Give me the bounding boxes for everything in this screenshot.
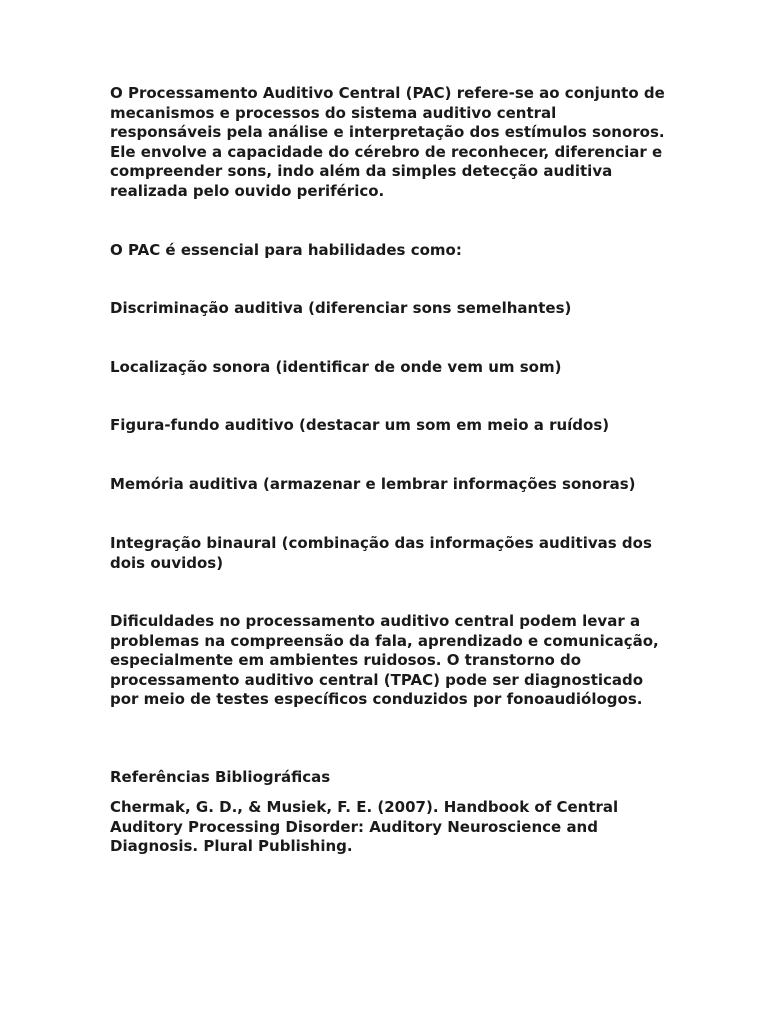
skill-figure-ground: Figura-fundo auditivo (destacar um som em meio a ruídos): [110, 416, 610, 434]
skill-sound-localization: Localização sonora (identificar de onde vem um som): [110, 358, 562, 376]
skills-intro-paragraph: O PAC é essencial para habilidades como:: [110, 241, 462, 259]
skill-auditory-memory: Memória auditiva (armazenar e lembrar informações sonoras): [110, 475, 636, 493]
difficulties-paragraph: Dificuldades no processamento auditivo central podem levar a problemas na compreensão da fala, aprendizado e comunicação, especialmente em ambientes ruidosos. O transtorno do processamento auditivo central (TPAC) pode ser diagnosticado por meio de testes específicos conduzidos por fonoaudiólogos.: [110, 612, 659, 708]
intro-paragraph: O Processamento Auditivo Central (PAC) refere-se ao conjunto de mecanismos e processos do sistema auditivo central responsáveis pela análise e interpretação dos estímulos sonoros. Ele envolve a capacidade do cérebro de reconhecer, diferenciar e compreender sons, indo além da simples detecção auditiva realizada pelo ouvido periférico.: [110, 84, 665, 200]
reference-entry: Chermak, G. D., & Musiek, F. E. (2007). Handbook of Central Auditory Processing Disorder: Auditory Neuroscience and Diagnosis. Plural Publishing.: [110, 798, 619, 855]
references-heading: Referências Bibliográficas: [110, 768, 331, 786]
skill-binaural-integration: Integração binaural (combinação das informações auditivas dos dois ouvidos): [110, 534, 652, 572]
skill-auditory-discrimination: Discriminação auditiva (diferenciar sons semelhantes): [110, 299, 572, 317]
